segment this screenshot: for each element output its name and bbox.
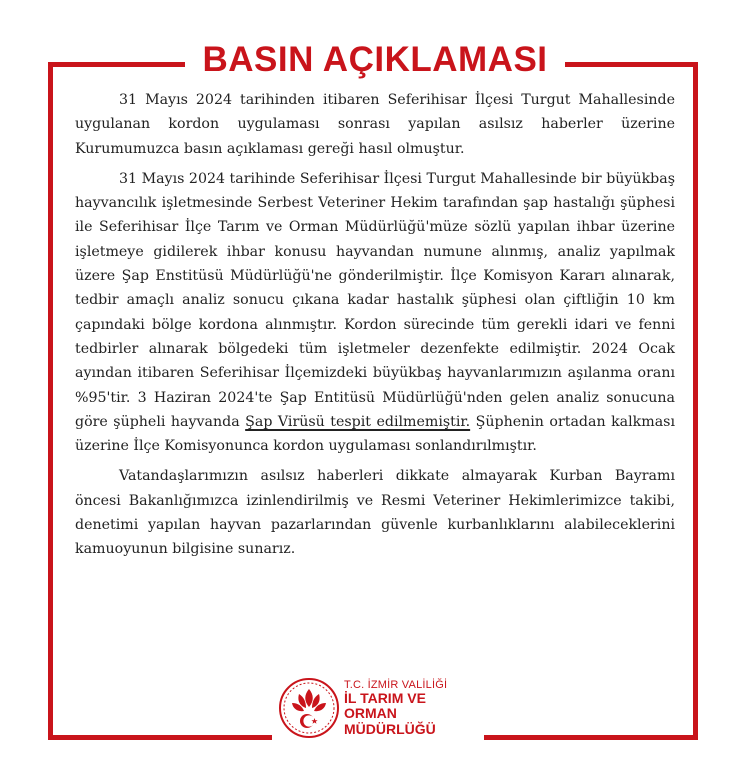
highlighted-result: Şap Virüsü tespit edilmemiştir.	[245, 413, 471, 430]
paragraph-details-closing: Şüphenin ortadan kalkması üzerine İlçe Komisyonunca kordon uygulaması sonlandırılmıştır.	[75, 413, 675, 455]
logo-text	[344, 679, 478, 737]
logo-line-office: MÜDÜRLÜĞÜ	[344, 720, 436, 737]
directorate-logo	[278, 676, 478, 740]
logo-line-governorship: T.C. İZMİR VALİLİĞİ	[344, 678, 448, 691]
logo-line-directorate: İL TARIM VE ORMAN	[344, 689, 426, 722]
page-title: BASIN AÇIKLAMASI	[202, 40, 548, 79]
paragraph-intro: 31 Mayıs 2024 tarihinden itibaren Seferihisar İlçesi Turgut Mahallesinde uygulanan kordon uygulaması sonrası yapılan asılsız haberler üzerine Kurumumuzca basın açıklaması gereği hasıl olmuştur.	[75, 92, 675, 157]
paragraph-details	[75, 167, 675, 459]
paragraph-details-text: 31 Mayıs 2024 tarihinde Seferihisar İlçesi Turgut Mahallesinde bir büyükbaş hayvancılık işletmesinde Serbest Veteriner Hekim tarafından şap hastalığı şüphesi ile Seferihisar İlçe Tarım ve Orman Müdürlüğü'müze sözlü yapılan ihbar üzerine işletmeye gidilerek ihbar konusu hayvandan numune alınmış, analiz yapılmak üzere Şap Enstitüsü Müdürlüğü'ne gönderilmiştir. İlçe Komisyon Kararı alınarak, tedbir amaçlı analiz sonucu çıkana kadar hastalık şüphesi olan çiftliğin 10 km çapındaki bölge kordona alınmıştır. Kordon sürecinde tüm gerekli idari ve fenni tedbirler alınarak bölgedeki tüm işletmeler dezenfekte edilmiştir. 2024 Ocak ayından itibaren Seferihisar İlçemizdeki büyükbaş hayvanlarımızın aşılanma oranı %95'tir. 3 Haziran 2024'te Şap Entitüsü Müdürlüğü'nden gelen analiz sonucuna göre şüpheli hayvanda	[75, 170, 675, 430]
press-release-body	[75, 88, 675, 568]
ministry-emblem-icon	[278, 677, 340, 739]
paragraph-public-notice: Vatandaşlarımızın asılsız haberleri dikkate almayarak Kurban Bayramı öncesi Bakanlığımızca izinlendirilmiş ve Resmi Veteriner Hekimlerimizce takibi, denetimi yapılan hayvan pazarlarından güvenle kurbanlıklarını alabileceklerini kamuoyunun bilgisine sunarız.	[75, 468, 675, 558]
